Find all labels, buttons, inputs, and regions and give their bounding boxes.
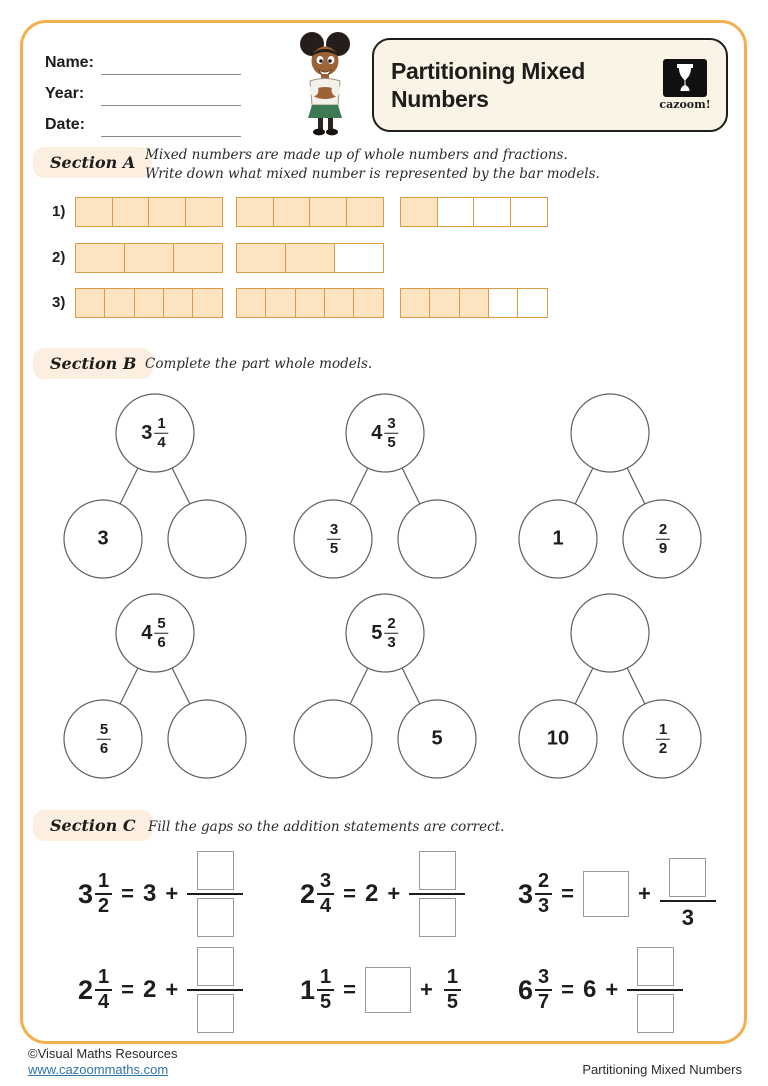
value-left (325, 522, 341, 557)
fraction-part: $\frac{1}{4}$ (95, 967, 112, 1013)
whole-number: 3 (141, 421, 153, 444)
fraction-with-boxes (627, 947, 683, 1033)
whole-part: 1 (300, 974, 316, 1005)
mixed-number (78, 967, 112, 1013)
operator: = (121, 977, 135, 1002)
bar-cell (473, 197, 511, 227)
answer-box[interactable] (197, 851, 234, 890)
question-number: 1) (52, 203, 66, 220)
connector-line (627, 468, 645, 504)
whole-number: 6 (583, 976, 597, 1003)
connector-line (627, 668, 645, 704)
bar-cell (346, 197, 384, 227)
mixed-number (78, 871, 112, 917)
mixed-number (300, 967, 334, 1013)
bar-cell (459, 288, 490, 318)
value-left (552, 528, 563, 551)
fraction-part: $\frac{3}{4}$ (317, 871, 334, 917)
bar-model (75, 197, 223, 227)
whole-part: 2 (78, 974, 94, 1005)
bar-cell (400, 288, 431, 318)
bar-cell (273, 197, 311, 227)
whole-number: 10 (546, 727, 570, 750)
part-whole-model (495, 593, 725, 783)
bar-cell (510, 197, 548, 227)
connector-line (350, 468, 368, 504)
cazoom-logo-text: cazoom! (659, 98, 711, 111)
bar-cell (134, 288, 165, 318)
equation (300, 944, 461, 1036)
circle-right[interactable] (168, 700, 246, 778)
fraction: $\frac{1}{5}$ (444, 967, 461, 1013)
bar-cell (265, 288, 296, 318)
circle-right[interactable] (168, 500, 246, 578)
bar-cell (334, 243, 384, 273)
value-top (371, 616, 398, 651)
fraction: $\frac{3}{5}$ (327, 522, 341, 557)
page-title: Partitioning Mixed Numbers (391, 57, 585, 112)
part-whole-model (40, 593, 270, 783)
name-label: Name: (45, 54, 94, 71)
fraction: $\frac{1}{4}$ (154, 416, 168, 451)
whole-part: 6 (518, 974, 534, 1005)
mascot-girl-illustration (290, 30, 362, 141)
fraction-with-boxes (660, 858, 716, 931)
section-c-label: Section C (33, 810, 153, 841)
bar-cell (400, 197, 438, 227)
operator: + (165, 977, 179, 1002)
fraction-bar (187, 893, 243, 895)
part-whole-model (270, 593, 500, 783)
fraction-bar (627, 989, 683, 991)
section-b-instruction: Complete the part whole models. (145, 356, 373, 372)
connector-line (172, 468, 190, 504)
fraction: $\frac{3}{5}$ (384, 416, 398, 451)
operator: + (420, 977, 433, 1002)
answer-box[interactable] (669, 858, 706, 897)
fraction-with-boxes (409, 851, 465, 937)
copyright-text: ©Visual Maths Resources (28, 1046, 178, 1061)
whole-number: 5 (371, 621, 383, 644)
fraction-part: $\frac{3}{7}$ (535, 967, 552, 1013)
section-c-instruction: Fill the gaps so the addition statements are correct. (148, 819, 505, 835)
operator: = (343, 977, 357, 1002)
value-top (371, 416, 398, 451)
bar-cell (236, 243, 286, 273)
bar-model (75, 243, 223, 273)
connector-line (575, 468, 593, 504)
section-a-label: Section A (33, 147, 152, 178)
answer-box[interactable] (419, 851, 456, 890)
whole-number: 3 (143, 880, 157, 907)
fraction: $\frac{1}{2}$ (656, 722, 670, 757)
bar-cell (75, 243, 125, 273)
circle-top[interactable] (571, 594, 649, 672)
name-input-line[interactable] (101, 52, 241, 75)
bar-model (400, 197, 548, 227)
year-input-line[interactable] (101, 83, 241, 106)
answer-box[interactable] (583, 871, 629, 917)
bar-model (400, 288, 548, 318)
worksheet-title-box (372, 38, 728, 132)
fraction: $\frac{2}{3}$ (384, 616, 398, 651)
year-label: Year: (45, 85, 85, 102)
operator: + (605, 977, 619, 1002)
operator: + (638, 881, 651, 906)
answer-box[interactable] (197, 994, 234, 1033)
question-number: 3) (52, 294, 66, 311)
section-a-instruction: Mixed numbers are made up of whole numbers and fractions. Write down what mixed number is represented by the bar models. (145, 147, 600, 182)
value-top (141, 616, 168, 651)
connector-line (402, 668, 420, 704)
whole-part: 3 (78, 878, 94, 909)
bar-cell (285, 243, 335, 273)
operator: + (165, 881, 179, 906)
bar-cell (173, 243, 223, 273)
whole-number: 4 (371, 421, 383, 444)
operator: + (387, 881, 401, 906)
bar-model-row (0, 288, 768, 318)
circle-right[interactable] (398, 500, 476, 578)
value-right (431, 728, 442, 751)
value-right (654, 722, 670, 757)
value-right (654, 522, 670, 557)
value-top (141, 416, 168, 451)
question-number: 2) (52, 249, 66, 266)
fraction: $\frac{2}{9}$ (656, 522, 670, 557)
bar-cell (324, 288, 355, 318)
bar-cell (163, 288, 194, 318)
bar-cell (185, 197, 223, 227)
mixed-number (300, 871, 334, 917)
fraction: $\frac{5}{6}$ (154, 616, 168, 651)
bar-cell (236, 197, 274, 227)
whole-number: 2 (365, 880, 379, 907)
mixed-number (518, 871, 552, 917)
value-left (97, 528, 108, 551)
bar-model (236, 243, 384, 273)
value-left (95, 722, 111, 757)
part-whole-model (270, 393, 500, 583)
operator: = (121, 881, 135, 906)
cazoom-logo (654, 59, 726, 111)
bar-cell (236, 288, 267, 318)
bar-cell (75, 288, 106, 318)
equation (518, 848, 716, 940)
cazoommaths-link[interactable]: www.cazoommaths.com (28, 1062, 169, 1077)
part-whole-model (495, 393, 725, 583)
whole-number: 3 (97, 527, 109, 550)
connector-line (402, 468, 420, 504)
bar-model (236, 288, 384, 318)
connector-line (172, 668, 190, 704)
bar-cell (353, 288, 384, 318)
denominator: 3 (681, 904, 694, 930)
answer-box[interactable] (637, 947, 674, 986)
answer-box[interactable] (197, 898, 234, 937)
date-label: Date: (45, 116, 86, 133)
fraction-bar (660, 900, 716, 902)
bar-cell (192, 288, 223, 318)
whole-part: 2 (300, 878, 316, 909)
answer-box[interactable] (197, 947, 234, 986)
bar-cell (429, 288, 460, 318)
circle-left[interactable] (294, 700, 372, 778)
answer-box[interactable] (637, 994, 674, 1033)
connector-line (120, 668, 138, 704)
value-left (547, 728, 569, 751)
equation (78, 944, 243, 1036)
bar-cell (517, 288, 548, 318)
bar-cell (309, 197, 347, 227)
bar-model-row (0, 243, 768, 273)
whole-number: 4 (141, 621, 153, 644)
fraction: $\frac{5}{6}$ (97, 722, 111, 757)
answer-box[interactable] (419, 898, 456, 937)
operator: = (343, 881, 357, 906)
equation (78, 848, 243, 940)
answer-box[interactable] (365, 967, 411, 1013)
whole-number: 2 (143, 976, 157, 1003)
fraction-part: $\frac{2}{3}$ (535, 871, 552, 917)
student-info-block (45, 44, 241, 137)
fraction-part: $\frac{1}{2}$ (95, 871, 112, 917)
fraction-part: $\frac{1}{5}$ (317, 967, 334, 1013)
bar-cell (104, 288, 135, 318)
fraction-bar (409, 893, 465, 895)
operator: = (561, 881, 575, 906)
year-field-row (45, 75, 241, 106)
bar-cell (437, 197, 475, 227)
fraction-with-boxes (187, 851, 243, 937)
fraction-with-boxes (187, 947, 243, 1033)
connector-line (350, 668, 368, 704)
whole-number: 5 (431, 727, 443, 750)
connector-line (575, 668, 593, 704)
name-field-row (45, 44, 241, 75)
fraction-bar (187, 989, 243, 991)
cazoom-logo-icon (663, 59, 707, 97)
operator: = (561, 977, 575, 1002)
equation (518, 944, 683, 1036)
bar-cell (112, 197, 150, 227)
bar-cell (124, 243, 174, 273)
bar-cell (295, 288, 326, 318)
bar-cell (75, 197, 113, 227)
date-field-row (45, 106, 241, 137)
section-b-label: Section B (33, 348, 153, 379)
bar-cell (148, 197, 186, 227)
equation (300, 848, 465, 940)
whole-part: 3 (518, 878, 534, 909)
whole-number: 1 (552, 527, 564, 550)
part-whole-model (40, 393, 270, 583)
bar-model (236, 197, 384, 227)
bar-model-row (0, 197, 768, 227)
circle-top[interactable] (571, 394, 649, 472)
date-input-line[interactable] (101, 114, 241, 137)
mixed-number (518, 967, 552, 1013)
connector-line (120, 468, 138, 504)
bar-cell (488, 288, 519, 318)
footer-worksheet-title: Partitioning Mixed Numbers (582, 1062, 742, 1077)
bar-model (75, 288, 223, 318)
